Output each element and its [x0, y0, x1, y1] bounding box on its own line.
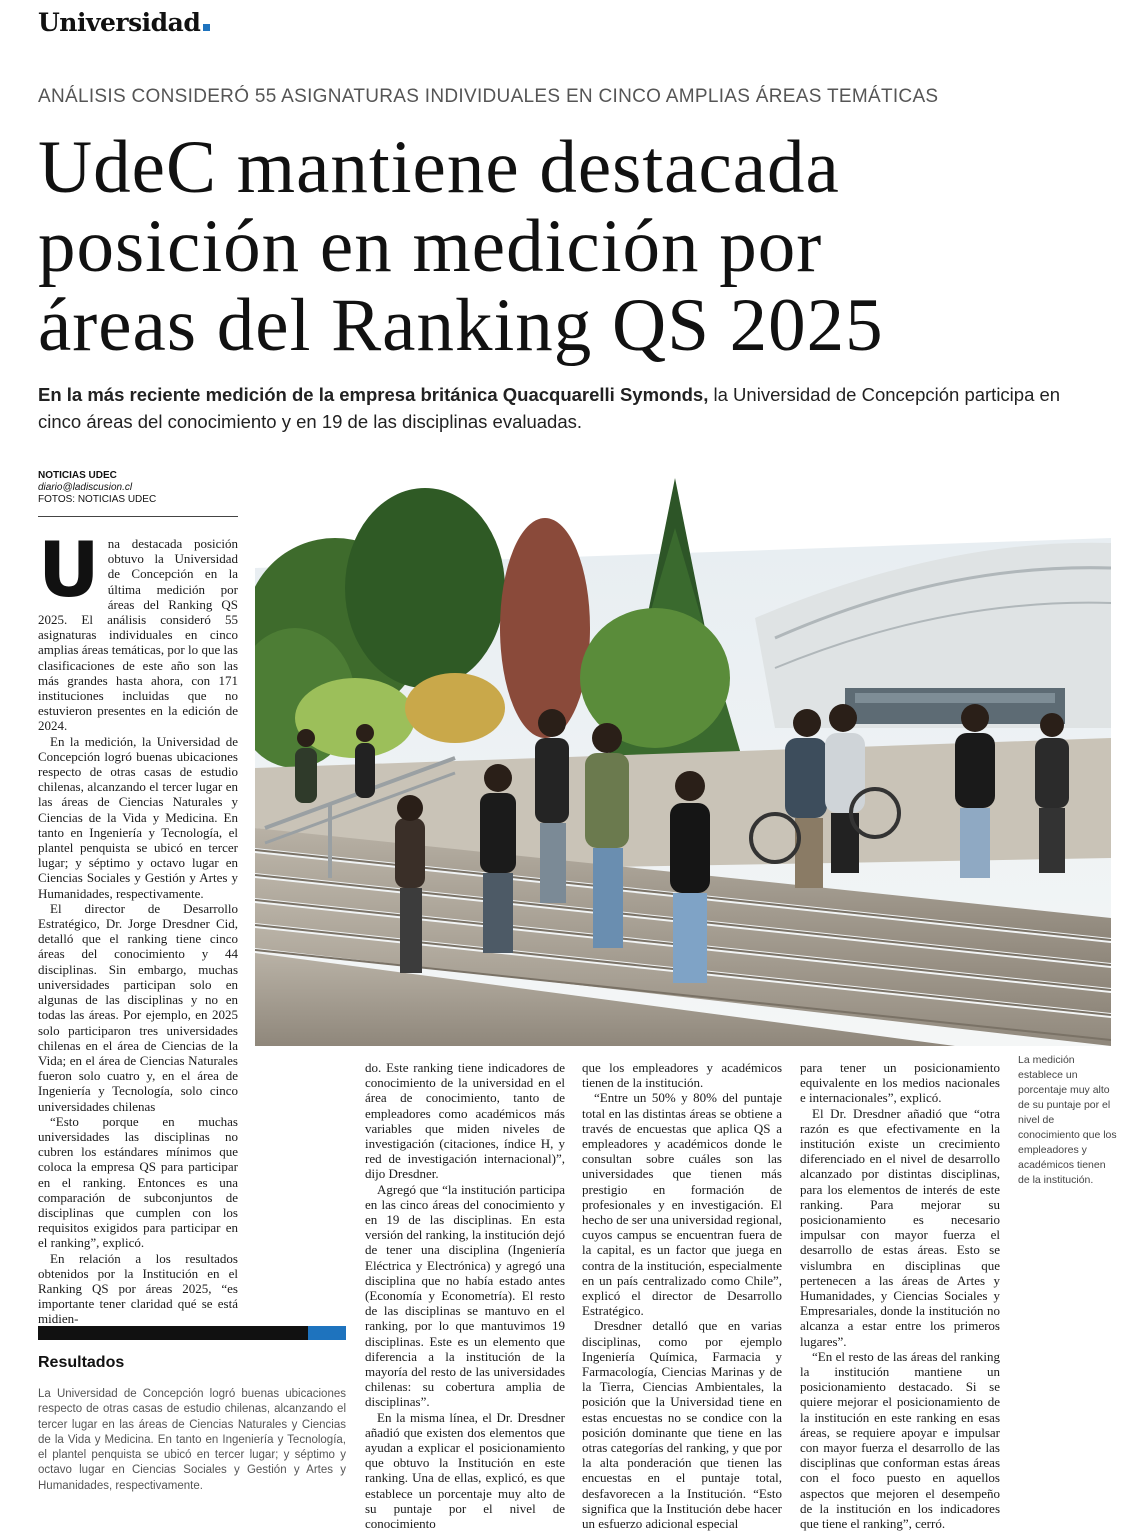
body-paragraph-3: El director de Desarrollo Estratégico, Dr. Jorge Dresdner Cid, detalló que el ranking tiene cinco áreas del conocimiento y 44 disciplinas. Sin embargo, muchas universidades participan solo en algunas de las disciplinas y no en todas las áreas. Por ejemplo, en 2025 solo participaron tres universidades chilenas en el área de Ciencias de la Vida; en el área de Ciencias Naturales fueron solo cuatro y, en el área de Ingeniería y Tecnología, solo cinco universidades chilenas [38, 900, 238, 1114]
box-bar-accent [308, 1326, 346, 1340]
byline-author: NOTICIAS UDEC [38, 470, 117, 481]
body-paragraph-14: “En el resto de las áreas del ranking la institución mantiene un posicionamiento destacado. Si se quiere mejorar el posicionamiento de la institución en este ranking en esas áreas, se requiere apoyar e impulsar con mayor fuerza el desarrollo de las disciplinas que conforman estas áreas con el foco puesto en aquellos aspectos que mejoren el desempeño de la institución en los indicadores que tiene el ranking”, cerró. [800, 1348, 1000, 1532]
box-title: Resultados [38, 1354, 125, 1371]
headline-line-2: posición en medición por [38, 205, 823, 288]
lead-rest: la Universidad de Concepción participa en cinco áreas del conocimiento y en 19 de las disciplinas evaluadas. [38, 384, 1061, 432]
box-header-bar [38, 1326, 346, 1340]
body-paragraph-1: na destacada posición obtuvo la Universidad de Concepción en la última medición por áreas del Ranking QS 2025. El análisis consideró 55 asignaturas individuales en cinco amplias áreas temáticas, por lo que las clasificaciones de este año son las más grandes hasta ahora, con 171 instituciones incluidas que no estuvieron presentes en la edición de 2024. [38, 536, 238, 734]
box-text: La Universidad de Concepción logró buenas ubicaciones respecto de otras casas de estudio chilenas, alcanzando el tercer lugar en las áreas de Ciencias Naturales y Ciencias de la Vida y Medicina. En tanto en Ingeniería y Tecnología, el plantel penquista se ubicó en tercer lugar; y séptimo y octavo lugar en Ciencias Sociales y Gestión y Artes y Humanidades, respectivamente. [38, 1388, 346, 1492]
body-paragraph-13: El Dr. Dresdner añadió que “otra razón es que efectivamente en la institución existe un crecimiento diferenciado en el nivel de desarrollo alcanzado por distintas disciplinas, para los elementos de interés de este ranking. Para mejorar su posicionamiento es necesario impulsar con mayor fuerza el desarrollo de estas áreas. Esto se vislumbra en disciplinas que pertenecen a las áreas de Artes y Humanidades, y Ciencias Sociales y Empresariales, donde la institución no alcanza a estar entre los primeros lugares”. [800, 1105, 1000, 1349]
byline [38, 470, 238, 506]
body-paragraph-8: En la misma línea, el Dr. Dresdner añadió que existen dos elementos que ayudan a explicar el posicionamiento que obtuvo la Institución en este ranking. Una de ellas, explicó, es que establece un porcentaje muy alto de su puntaje por el nivel de conocimiento [365, 1409, 565, 1532]
section-dot [203, 24, 210, 31]
article-photo [255, 468, 1111, 1046]
section-label [38, 8, 210, 37]
kicker: ANÁLISIS CONSIDERÓ 55 ASIGNATURAS INDIVIDUALES EN CINCO AMPLIAS ÁREAS TEMÁTICAS [38, 86, 939, 107]
body-paragraph-4: “Esto porque en muchas universidades las disciplinas no cubren los estándares mínimos que coloca la empresa QS para participar en el ranking. Entonces es una comparación de subconjuntos de disciplinas que cumplen con los requisitos exigidos para participar en el ranking”, explicó. [38, 1113, 238, 1251]
lead-bold: En la más reciente medición de la empresa británica Quacquarelli Symonds, [38, 384, 709, 405]
body-paragraph-11: Dresdner detalló que en varias disciplinas, como por ejemplo Ingeniería Química, Farmacia y Farmacología, Ciencias Marinas y de la Tierra, Ciencias Ambientales, la posición que la Universidad tiene en estas encuestas no se condice con la posición dominante que tiene en las otras categorías del ranking, y que por la alta ponderación que tienen las encuestas en el puntaje total, desfavorecen a la Institución. “Esto significa que la Institución debe hacer un esfuerzo adicional especial [582, 1318, 782, 1532]
headline-line-3: áreas del Ranking QS 2025 [38, 284, 884, 367]
body-column-1 [38, 525, 238, 1327]
body-paragraph-6: do. Este ranking tiene indicadores de conocimiento de la universidad en el área de conocimiento, tanto de empleadores como académicos más variables que miden niveles de investigación (citaciones, índice H, y red de investigación internacional)”, dijo Dresdner. [365, 1060, 565, 1182]
body-column-4 [800, 1060, 1000, 1531]
lead-paragraph [38, 381, 1098, 435]
body-paragraph-2: En la medición, la Universidad de Concepción logró buenas ubicaciones respecto de otras casas de estudio chilenas, alcanzando el tercer lugar en las áreas de Ciencias Naturales y Ciencias de la Vida y Medicina. En tanto en Ingeniería y Tecnología, el plantel penquista se ubicó en tercer lugar; y séptimo y octavo lugar en Ciencias Sociales y Gestión y Artes y Humanidades, respectivamente. [38, 733, 238, 901]
box-bar-dark [38, 1326, 308, 1340]
body-paragraph [38, 525, 238, 734]
byline-rule [38, 516, 238, 517]
body-paragraph-10: “Entre un 50% y 80% del puntaje total en las distintas áreas se obtiene a través de encuestas que aplica QS a empleadores y académicos donde le consultan sobre cuáles son las universidades que tienen más prestigio en formación de profesionales y en investigación. El hecho de ser una universidad regional, cuyos campus se encuentran fuera de la capital, es un factor que juega en contra de la institución, especialmente en un país centralizado como Chile”, explicó el director de Desarrollo Estratégico. [582, 1090, 782, 1319]
body-paragraph-7: Agregó que “la institución participa en las cinco áreas del conocimiento y en 19 de las disciplinas. En esta versión del ranking, la institución dejó de tener una disciplina (Ingeniería Eléctrica y Electrónica) y agregó una disciplina que no había estado antes (Economía y Econometría). El resto de las disciplinas se mantuvo en el ranking, por lo que mantuvimos 19 disciplinas. Este es un elemento que diferencia a la institución de la mayoría del resto de las universidades chilenas: su cobertura amplia de disciplinas”. [365, 1181, 566, 1410]
byline-email[interactable]: diario@ladiscusion.cl [38, 482, 133, 493]
photo-caption: La medición establece un porcentaje muy alto de su puntaje por el nivel de conocimiento que los empleadores y académicos tienen de la institución. [1018, 1054, 1117, 1186]
body-paragraph-12: para tener un posicionamiento equivalente en los medios nacionales e internacionales”, explicó. [800, 1060, 1000, 1106]
section-name: Universidad [38, 8, 201, 37]
body-paragraph-5: En relación a los resultados obtenidos por la Institución en el Ranking QS por áreas 2025, “es importante tener claridad qué se está midien- [38, 1250, 238, 1327]
dropcap: U [38, 525, 100, 614]
body-column-3 [582, 1060, 782, 1531]
byline-photos: FOTOS: NOTICIAS UDEC [38, 494, 157, 505]
body-paragraph-9: que los empleadores y académicos tienen de la institución. [582, 1060, 782, 1091]
headline-line-1: UdeC mantiene destacada [38, 126, 840, 209]
headline [38, 128, 1098, 365]
body-column-2 [365, 1060, 565, 1531]
